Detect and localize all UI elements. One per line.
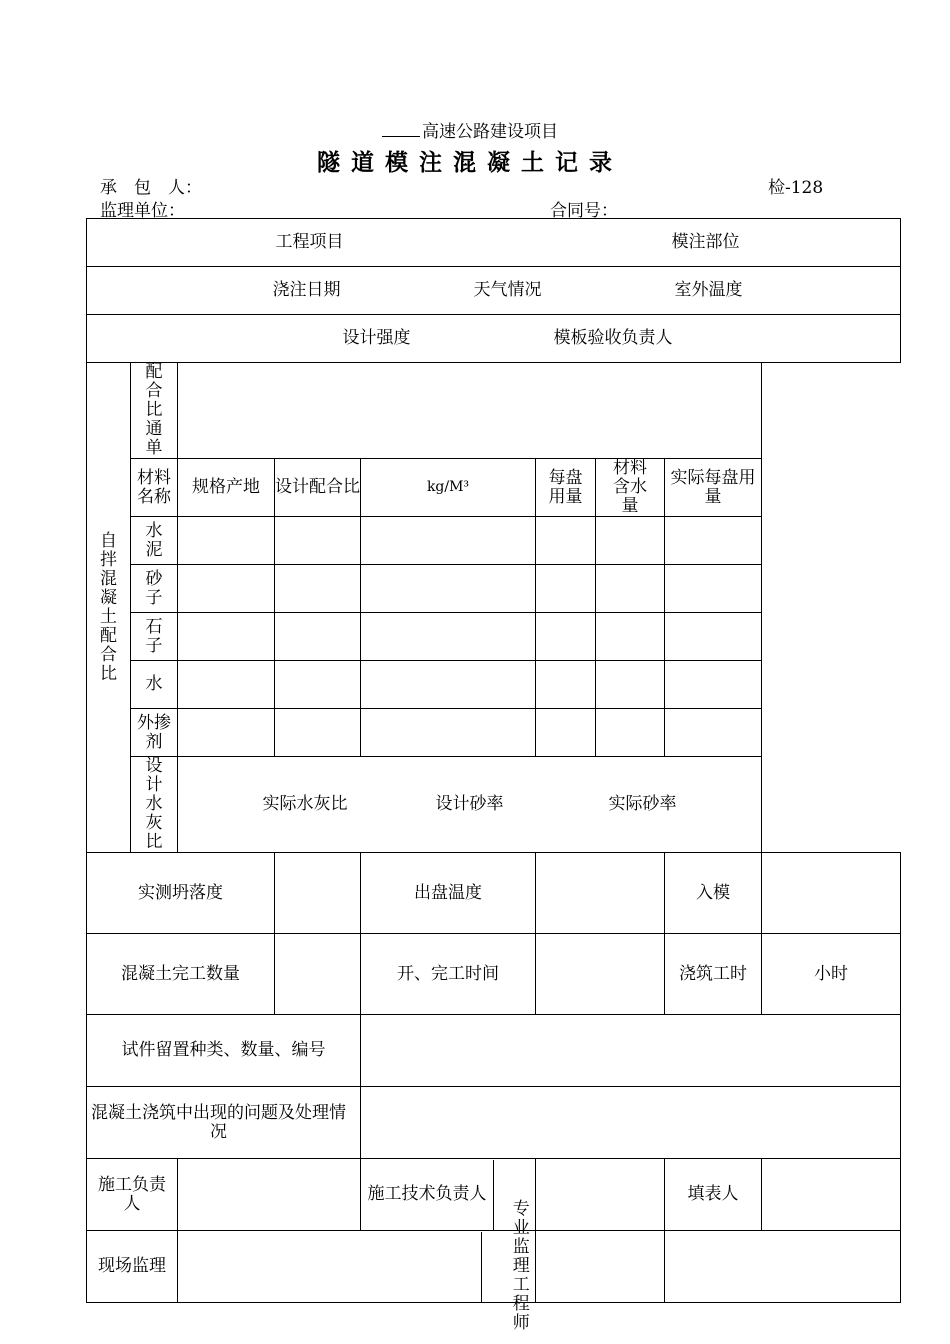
- cell[interactable]: [275, 565, 361, 613]
- col-moisture: 材料含水量: [596, 459, 665, 517]
- site-supervision-label: 现场监理: [87, 1231, 178, 1303]
- cell[interactable]: [536, 661, 596, 709]
- col-actual-batch: 实际每盘用量: [665, 459, 762, 517]
- cell[interactable]: [665, 709, 762, 757]
- cell[interactable]: [665, 661, 762, 709]
- cell[interactable]: [178, 517, 275, 565]
- casting-part-label: 模注部位: [671, 232, 740, 252]
- project-item-label: 工程项目: [275, 232, 344, 252]
- problems-label: 混凝土浇筑中出现的问题及处理情况: [87, 1087, 361, 1159]
- cell[interactable]: [596, 661, 665, 709]
- discharge-temp-value[interactable]: [536, 853, 665, 934]
- col-kg-m3: kg/M³: [361, 459, 536, 517]
- supervisor-cell: [361, 1199, 536, 1333]
- cell[interactable]: [275, 517, 361, 565]
- formwork-inspector-label: 模板验收负责人: [553, 328, 673, 348]
- site-supervision-value[interactable]: [178, 1231, 361, 1303]
- project-name-blank[interactable]: [382, 122, 420, 137]
- cell[interactable]: [275, 613, 361, 661]
- discharge-temp-label: 出盘温度: [361, 853, 536, 934]
- supervising-engineer-label: 专业监理工程师: [481, 1232, 536, 1302]
- weather-label: 天气情况: [473, 280, 542, 300]
- cell[interactable]: [596, 517, 665, 565]
- cell[interactable]: [361, 661, 536, 709]
- tech-lead-value-2[interactable]: [536, 1159, 665, 1231]
- material-stone: 石 子: [131, 613, 178, 661]
- page-title: 隧道模注混凝土记录: [317, 149, 623, 176]
- contract-no-label: 合同号：: [550, 201, 618, 221]
- cell[interactable]: [178, 709, 275, 757]
- material-sand: 砂 子: [131, 565, 178, 613]
- col-design-ratio: 设计配合比: [275, 459, 361, 517]
- filled-by-label: 填表人: [665, 1159, 762, 1231]
- row-date: [87, 267, 901, 315]
- pour-hours-label: 浇筑工时: [665, 934, 762, 1015]
- cell[interactable]: [275, 709, 361, 757]
- cell[interactable]: [361, 565, 536, 613]
- cell[interactable]: [275, 661, 361, 709]
- cell[interactable]: [178, 613, 275, 661]
- col-per-batch: 每盘用量: [536, 459, 596, 517]
- actual-sand-ratio-label: 实际砂率: [608, 794, 677, 814]
- problems-value[interactable]: [361, 1087, 901, 1159]
- material-admixture: 外掺剂: [131, 709, 178, 757]
- cell[interactable]: [665, 517, 762, 565]
- supervising-engineer-spacer: [536, 1231, 665, 1303]
- cell[interactable]: [596, 565, 665, 613]
- project-suffix: 高速公路建设项目: [422, 122, 558, 142]
- supervising-engineer-value[interactable]: [665, 1231, 901, 1303]
- outdoor-temp-label: 室外温度: [674, 280, 743, 300]
- completed-qty-label: 混凝土完工数量: [87, 934, 275, 1015]
- cell[interactable]: [178, 565, 275, 613]
- mix-notice-label: 配合比通单: [131, 363, 178, 459]
- site-supervision-value-2[interactable]: [361, 1232, 481, 1302]
- actual-wc-ratio-label: 实际水灰比: [262, 794, 348, 814]
- mix-section-label: 自拌混凝土配合比: [100, 530, 117, 684]
- in-mold-label: 入模: [665, 853, 762, 934]
- cell[interactable]: [178, 661, 275, 709]
- row-strength: [87, 315, 901, 363]
- cell[interactable]: [536, 613, 596, 661]
- supervisor-label: 监理单位：: [100, 201, 185, 221]
- filled-by-value[interactable]: [762, 1159, 901, 1231]
- col-material-name: 材料名称: [131, 459, 178, 517]
- in-mold-value[interactable]: [762, 853, 901, 934]
- mix-section-label-cell: [87, 363, 131, 853]
- slump-value[interactable]: [275, 853, 361, 934]
- material-water: 水: [131, 661, 178, 709]
- contractor-label: 承 包 人：: [100, 178, 202, 198]
- construction-lead-label: 施工负责人: [87, 1159, 178, 1231]
- cell[interactable]: [536, 517, 596, 565]
- start-end-time-value[interactable]: [536, 934, 665, 1015]
- cell[interactable]: [536, 709, 596, 757]
- cell[interactable]: [665, 613, 762, 661]
- material-cement: 水 泥: [131, 517, 178, 565]
- design-strength-label: 设计强度: [342, 328, 411, 348]
- cell[interactable]: [361, 613, 536, 661]
- tech-lead-label: 施工技术负责人: [361, 1160, 494, 1230]
- cell[interactable]: [361, 517, 536, 565]
- ratio-row: [178, 757, 762, 853]
- cell[interactable]: [596, 709, 665, 757]
- mix-notice-value[interactable]: [178, 363, 762, 459]
- design-wc-ratio-label: 设计水灰比: [131, 757, 178, 853]
- cell[interactable]: [536, 565, 596, 613]
- slump-label: 实测坍落度: [87, 853, 275, 934]
- specimens-value[interactable]: [361, 1015, 901, 1087]
- form-code: 检-128: [768, 178, 824, 198]
- pour-date-label: 浇注日期: [272, 280, 341, 300]
- hours-unit: 小时: [762, 934, 901, 1015]
- project-name-line: [0, 117, 940, 142]
- cell[interactable]: [361, 709, 536, 757]
- col-spec-origin: 规格产地: [178, 459, 275, 517]
- record-form: [86, 218, 901, 1333]
- start-end-time-label: 开、完工时间: [361, 934, 536, 1015]
- completed-qty-value[interactable]: [275, 934, 361, 1015]
- construction-lead-value[interactable]: [178, 1159, 361, 1231]
- cell[interactable]: [665, 565, 762, 613]
- cell[interactable]: [596, 613, 665, 661]
- specimens-label: 试件留置种类、数量、编号: [87, 1015, 361, 1087]
- row-project: [87, 219, 901, 267]
- design-sand-ratio-label: 设计砂率: [435, 794, 504, 814]
